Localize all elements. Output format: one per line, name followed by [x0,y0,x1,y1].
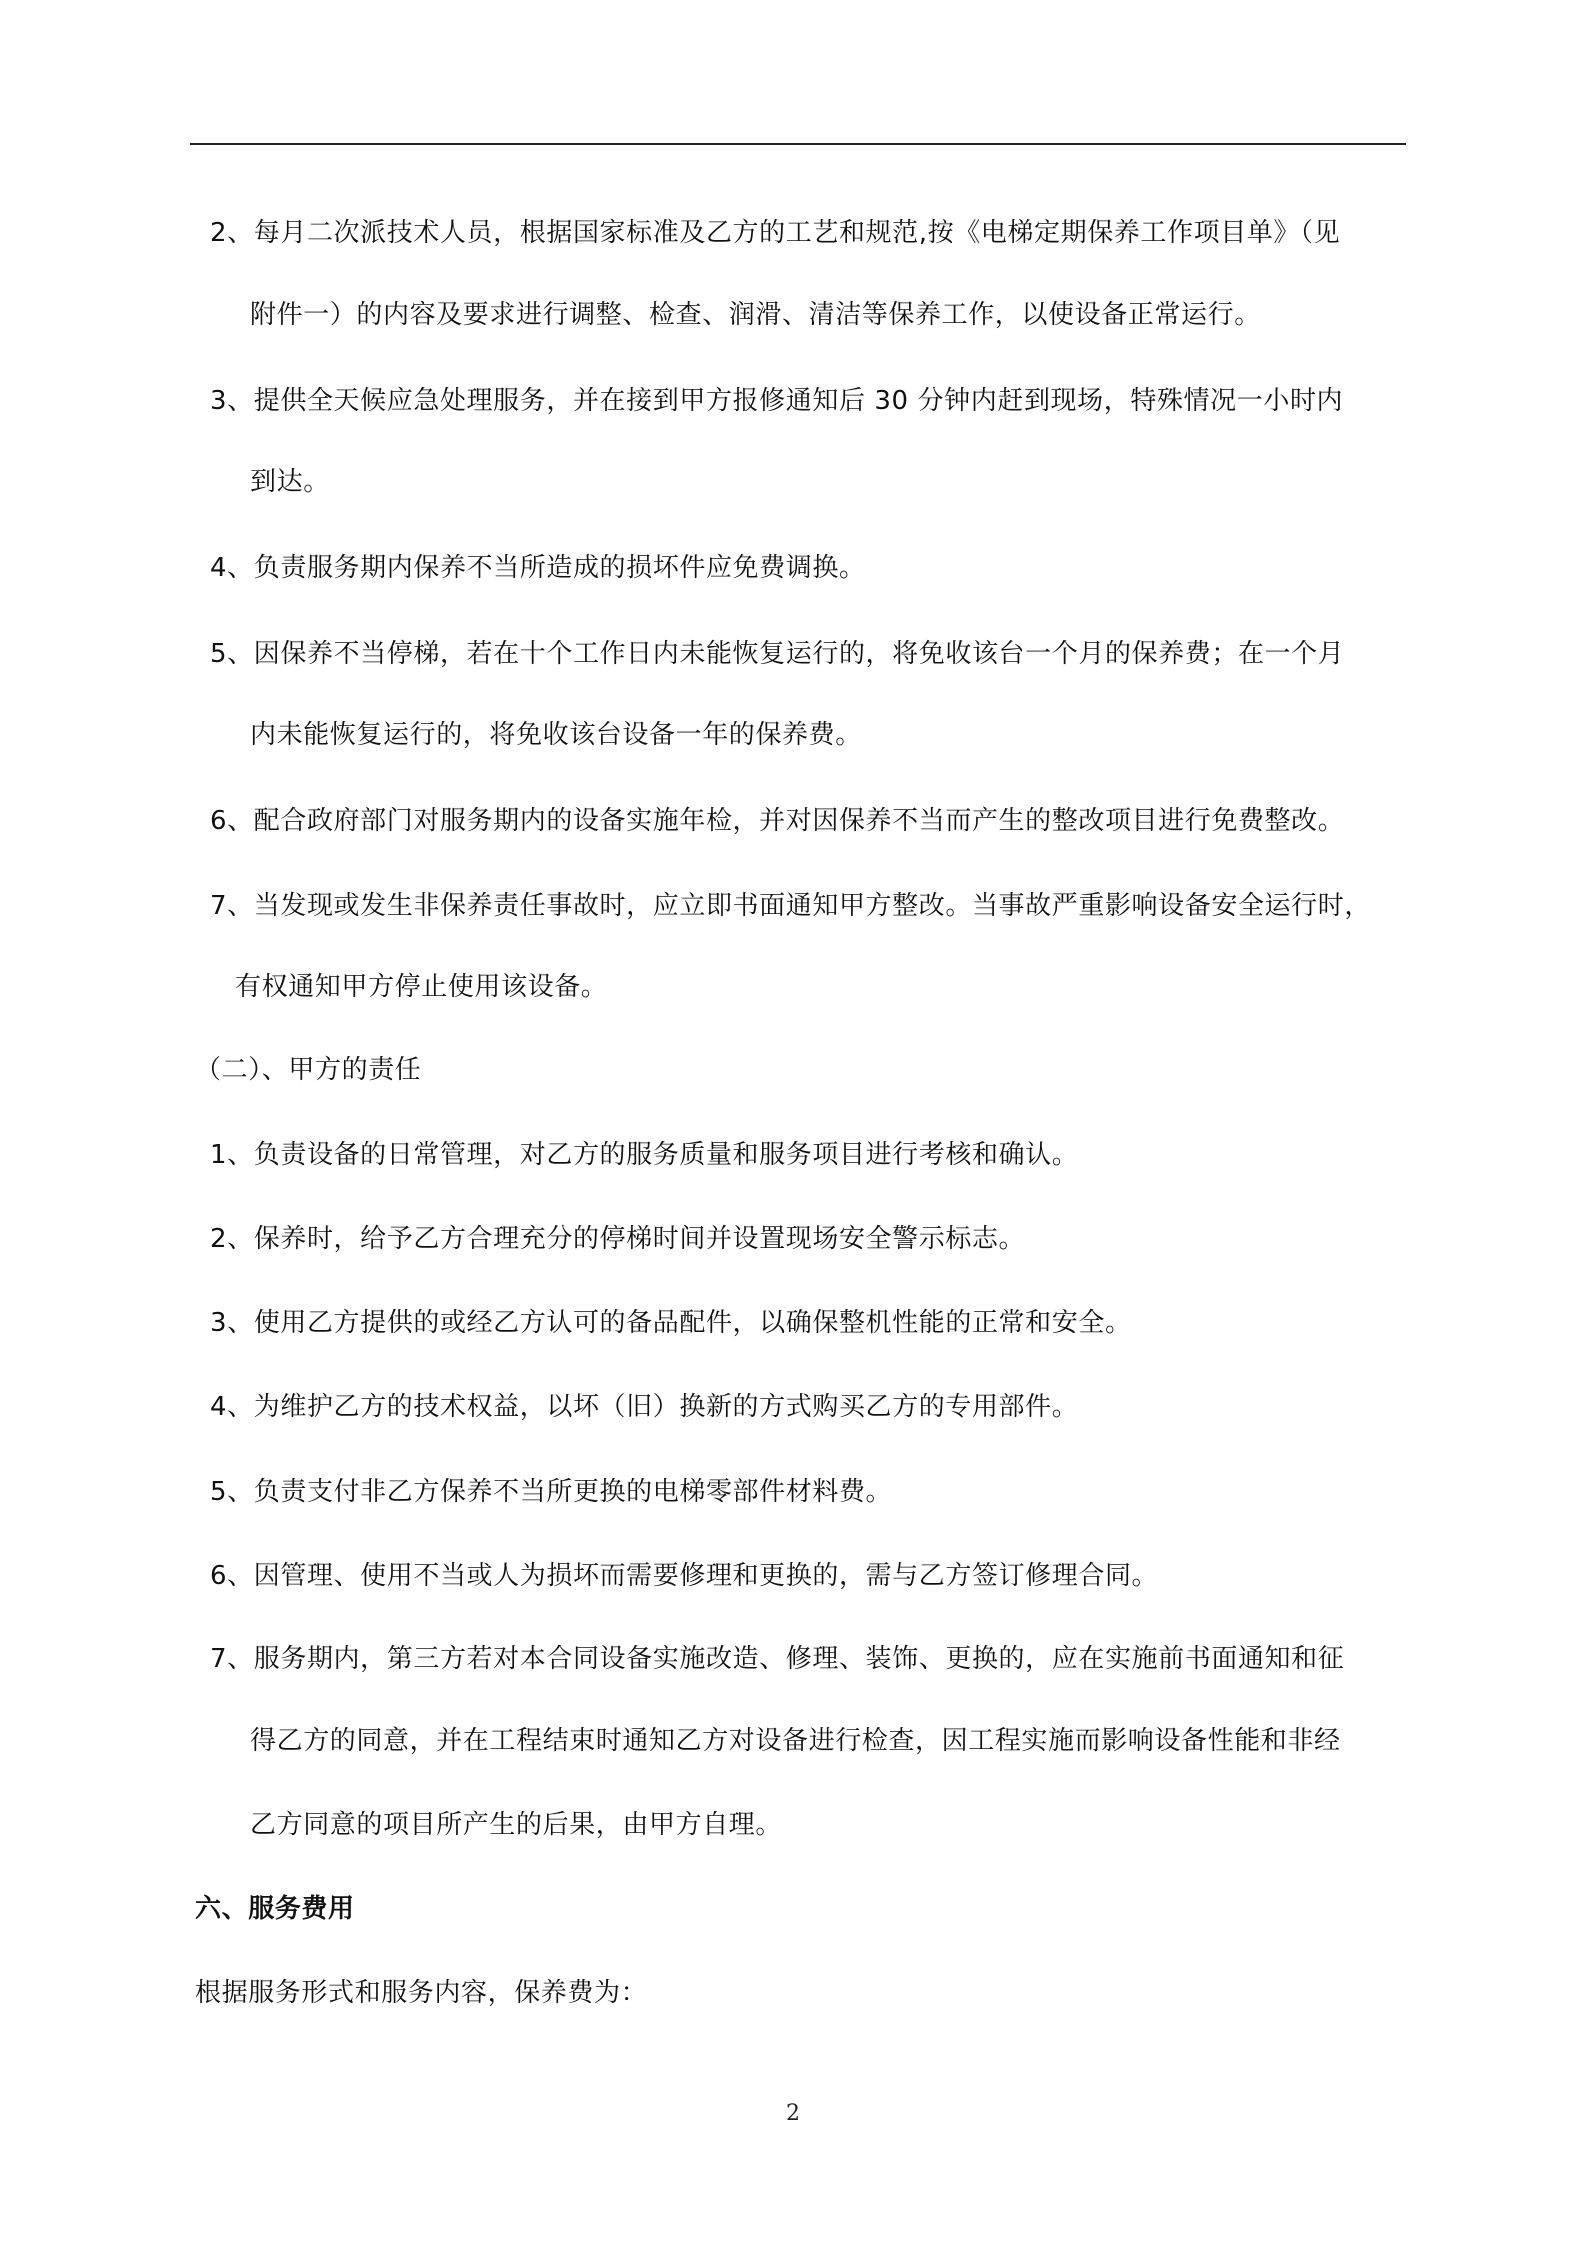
text-line: 乙方同意的项目所产生的后果，由甲方自理。 [250,1810,783,1840]
text-line: 5、因保养不当停梯，若在十个工作日内未能恢复运行的，将免收该台一个月的保养费；在一个月 [210,639,1345,669]
text-line: 2、保养时，给予乙方合理充分的停梯时间并设置现场安全警示标志。 [210,1224,1026,1254]
text-line: 3、使用乙方提供的或经乙方认可的备品配件，以确保整机性能的正常和安全。 [210,1308,1132,1338]
text-line: 7、当发现或发生非保养责任事故时，应立即书面通知甲方整改。当事故严重影响设备安全运行时， [210,891,1371,921]
text-line: 4、为维护乙方的技术权益，以坏（旧）换新的方式购买乙方的专用部件。 [210,1392,1079,1422]
text-line: 6、配合政府部门对服务期内的设备实施年检，并对因保养不当而产生的整改项目进行免费整改。 [210,806,1345,836]
page-number: 2 [786,2101,800,2126]
text-line: 7、服务期内，第三方若对本合同设备实施改造、修理、装饰、更换的，应在实施前书面通知和征 [210,1644,1345,1674]
text-line: 有权通知甲方停止使用该设备。 [235,972,608,1002]
text-line: 3、提供全天候应急处理服务，并在接到甲方报修通知后 30 分钟内赶到现场，特殊情况一小时内 [210,386,1344,416]
section-heading: （二）、甲方的责任 [195,1055,422,1085]
text-line: 到达。 [250,467,330,497]
text-line: 5、负责支付非乙方保养不当所更换的电梯零部件材料费。 [210,1477,893,1507]
text-line: 4、负责服务期内保养不当所造成的损坏件应免费调换。 [210,553,866,583]
text-line: 1、负责设备的日常管理，对乙方的服务质量和服务项目进行考核和确认。 [210,1140,1079,1170]
text-line: 2、每月二次派技术人员，根据国家标准及乙方的工艺和规范,按《电梯定期保养工作项目单》（见 [210,218,1341,248]
text-line: 6、因管理、使用不当或人为损坏而需要修理和更换的，需与乙方签订修理合同。 [210,1561,1159,1591]
text-line: 内未能恢复运行的，将免收该台设备一年的保养费。 [250,720,862,750]
text-line: 根据服务形式和服务内容，保养费为： [195,1978,648,2008]
header-rule [190,143,1406,145]
section-heading: 六、服务费用 [195,1894,355,1924]
text-line: 得乙方的同意，并在工程结束时通知乙方对设备进行检查，因工程实施而影响设备性能和非经 [250,1726,1341,1756]
text-line: 附件一）的内容及要求进行调整、检查、润滑、清洁等保养工作，以使设备正常运行。 [250,300,1261,330]
